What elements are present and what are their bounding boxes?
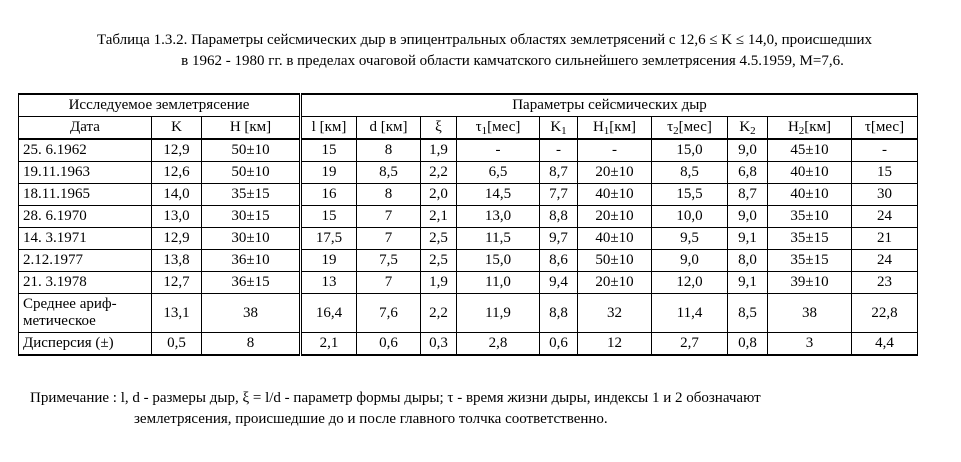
table-row-dispersion — [19, 333, 918, 356]
cell-k1: 8,6 — [540, 250, 578, 272]
table-row-mean — [19, 294, 918, 333]
cell-tau: 24 — [852, 206, 918, 228]
table-row — [19, 272, 918, 294]
cell-h: 50±10 — [202, 162, 301, 184]
table-row — [19, 228, 918, 250]
mean-xi: 2,2 — [421, 294, 457, 333]
cell-k: 12,9 — [152, 139, 202, 162]
cell-l: 19 — [301, 162, 357, 184]
table-note — [30, 388, 950, 430]
table-body — [19, 139, 918, 294]
cell-date: 25. 6.1962 — [19, 139, 152, 162]
note-line-2: землетрясения, происшедшие до и после главного толчка соответственно. — [134, 411, 608, 427]
mean-h: 38 — [202, 294, 301, 333]
col-header-tau2: $\tau_2[мес]$ — [652, 117, 728, 140]
cell-k: 13,0 — [152, 206, 202, 228]
cell-xi: 2,5 — [421, 228, 457, 250]
cell-h2: 39±10 — [768, 272, 852, 294]
note-line-1: Примечание : l, d - размеры дыр, ξ = l/d - параметр формы дыры; τ - время жизни дыры, индексы 1 и 2 обозначают — [30, 390, 761, 406]
cell-k1: 8,8 — [540, 206, 578, 228]
group-header-earthquake: Исследуемое землетрясение — [19, 94, 301, 117]
cell-tau1: 11,0 — [457, 272, 540, 294]
cell-h1: 20±10 — [578, 272, 652, 294]
cell-k2: 9,1 — [728, 228, 768, 250]
cell-tau: 15 — [852, 162, 918, 184]
cell-k: 13,8 — [152, 250, 202, 272]
cell-tau: 30 — [852, 184, 918, 206]
cell-k: 12,6 — [152, 162, 202, 184]
mean-k1: 8,8 — [540, 294, 578, 333]
dispersion-l: 2,1 — [301, 333, 357, 356]
dispersion-k1: 0,6 — [540, 333, 578, 356]
cell-l: 15 — [301, 139, 357, 162]
col-header-d: d [км] — [357, 117, 421, 140]
mean-tau: 22,8 — [852, 294, 918, 333]
cell-tau2: 15,5 — [652, 184, 728, 206]
caption-line-1: Таблица 1.3.2. Параметры сейсмических дыр в эпицентральных областях землетрясений с 12,6 ≤ K ≤ 14,0, происшедших — [96, 32, 873, 48]
mean-d: 7,6 — [357, 294, 421, 333]
table-row — [19, 184, 918, 206]
cell-k1: 8,7 — [540, 162, 578, 184]
cell-k2: 9,1 — [728, 272, 768, 294]
cell-d: 7 — [357, 206, 421, 228]
cell-tau2: 9,0 — [652, 250, 728, 272]
cell-xi: 2,5 — [421, 250, 457, 272]
mean-h2: 38 — [768, 294, 852, 333]
cell-date: 28. 6.1970 — [19, 206, 152, 228]
mean-k2: 8,5 — [728, 294, 768, 333]
cell-h2: 35±15 — [768, 250, 852, 272]
caption-line-2: в 1962 - 1980 гг. в пределах очаговой области камчатского сильнейшего землетрясения 4.5.1959, M=7,6. — [181, 53, 844, 69]
cell-tau: 23 — [852, 272, 918, 294]
cell-k1: 9,4 — [540, 272, 578, 294]
dispersion-tau2: 2,7 — [652, 333, 728, 356]
cell-h1: 40±10 — [578, 184, 652, 206]
cell-k1: - — [540, 139, 578, 162]
cell-d: 8,5 — [357, 162, 421, 184]
dispersion-k: 0,5 — [152, 333, 202, 356]
cell-tau: - — [852, 139, 918, 162]
table-row — [19, 139, 918, 162]
cell-k2: 8,0 — [728, 250, 768, 272]
cell-h1: 20±10 — [578, 206, 652, 228]
mean-l: 16,4 — [301, 294, 357, 333]
cell-d: 7 — [357, 272, 421, 294]
cell-tau1: - — [457, 139, 540, 162]
cell-l: 13 — [301, 272, 357, 294]
cell-h: 36±15 — [202, 272, 301, 294]
col-header-xi: ξ — [421, 117, 457, 140]
cell-l: 15 — [301, 206, 357, 228]
cell-l: 17,5 — [301, 228, 357, 250]
cell-h: 35±15 — [202, 184, 301, 206]
cell-h1: 20±10 — [578, 162, 652, 184]
seismic-holes-table — [18, 93, 918, 356]
cell-k: 14,0 — [152, 184, 202, 206]
col-header-l: l [км] — [301, 117, 357, 140]
mean-k: 13,1 — [152, 294, 202, 333]
cell-tau: 24 — [852, 250, 918, 272]
dispersion-tau1: 2,8 — [457, 333, 540, 356]
table-caption — [0, 30, 961, 72]
mean-tau1: 11,9 — [457, 294, 540, 333]
col-header-h: H [км] — [202, 117, 301, 140]
cell-xi: 2,1 — [421, 206, 457, 228]
cell-h1: 40±10 — [578, 228, 652, 250]
dispersion-tau: 4,4 — [852, 333, 918, 356]
cell-h2: 40±10 — [768, 184, 852, 206]
cell-tau: 21 — [852, 228, 918, 250]
cell-h: 30±15 — [202, 206, 301, 228]
cell-xi: 2,2 — [421, 162, 457, 184]
cell-d: 8 — [357, 139, 421, 162]
cell-tau1: 11,5 — [457, 228, 540, 250]
cell-tau2: 8,5 — [652, 162, 728, 184]
cell-tau1: 6,5 — [457, 162, 540, 184]
cell-l: 16 — [301, 184, 357, 206]
cell-h1: - — [578, 139, 652, 162]
cell-k2: 6,8 — [728, 162, 768, 184]
cell-k: 12,7 — [152, 272, 202, 294]
dispersion-xi: 0,3 — [421, 333, 457, 356]
cell-xi: 2,0 — [421, 184, 457, 206]
cell-date: 19.11.1963 — [19, 162, 152, 184]
col-header-tau: τ[мес] — [852, 117, 918, 140]
mean-h1: 32 — [578, 294, 652, 333]
group-header-parameters: Параметры сейсмических дыр — [301, 94, 918, 117]
cell-h: 50±10 — [202, 139, 301, 162]
dispersion-h: 8 — [202, 333, 301, 356]
cell-l: 19 — [301, 250, 357, 272]
cell-d: 8 — [357, 184, 421, 206]
cell-k2: 9,0 — [728, 206, 768, 228]
cell-xi: 1,9 — [421, 272, 457, 294]
cell-tau2: 10,0 — [652, 206, 728, 228]
cell-h2: 40±10 — [768, 162, 852, 184]
dispersion-k2: 0,8 — [728, 333, 768, 356]
cell-h1: 50±10 — [578, 250, 652, 272]
cell-h2: 35±15 — [768, 228, 852, 250]
col-header-k1: $K_1$ — [540, 117, 578, 140]
cell-date: 2.12.1977 — [19, 250, 152, 272]
cell-tau2: 9,5 — [652, 228, 728, 250]
table-row — [19, 250, 918, 272]
cell-k2: 8,7 — [728, 184, 768, 206]
cell-d: 7,5 — [357, 250, 421, 272]
col-header-tau1: $\tau_1[мес]$ — [457, 117, 540, 140]
cell-xi: 1,9 — [421, 139, 457, 162]
cell-tau1: 13,0 — [457, 206, 540, 228]
table-row — [19, 206, 918, 228]
col-header-h1: $H_1[км]$ — [578, 117, 652, 140]
col-header-k: K — [152, 117, 202, 140]
cell-tau2: 12,0 — [652, 272, 728, 294]
cell-tau1: 15,0 — [457, 250, 540, 272]
cell-tau2: 15,0 — [652, 139, 728, 162]
cell-tau1: 14,5 — [457, 184, 540, 206]
mean-tau2: 11,4 — [652, 294, 728, 333]
table-column-header-row — [19, 117, 918, 140]
cell-h: 30±10 — [202, 228, 301, 250]
cell-date: 21. 3.1978 — [19, 272, 152, 294]
cell-k: 12,9 — [152, 228, 202, 250]
mean-label: Среднее ариф- метическое — [19, 294, 152, 333]
cell-k1: 7,7 — [540, 184, 578, 206]
dispersion-h2: 3 — [768, 333, 852, 356]
table-group-header-row — [19, 94, 918, 117]
col-header-k2: $K_2$ — [728, 117, 768, 140]
table-row — [19, 162, 918, 184]
dispersion-d: 0,6 — [357, 333, 421, 356]
dispersion-label: Дисперсия (±) — [19, 333, 152, 356]
cell-k2: 9,0 — [728, 139, 768, 162]
cell-date: 14. 3.1971 — [19, 228, 152, 250]
cell-h2: 45±10 — [768, 139, 852, 162]
col-header-h2: $H_2[км]$ — [768, 117, 852, 140]
cell-k1: 9,7 — [540, 228, 578, 250]
cell-d: 7 — [357, 228, 421, 250]
cell-h2: 35±10 — [768, 206, 852, 228]
cell-date: 18.11.1965 — [19, 184, 152, 206]
cell-h: 36±10 — [202, 250, 301, 272]
dispersion-h1: 12 — [578, 333, 652, 356]
col-header-date: Дата — [19, 117, 152, 140]
